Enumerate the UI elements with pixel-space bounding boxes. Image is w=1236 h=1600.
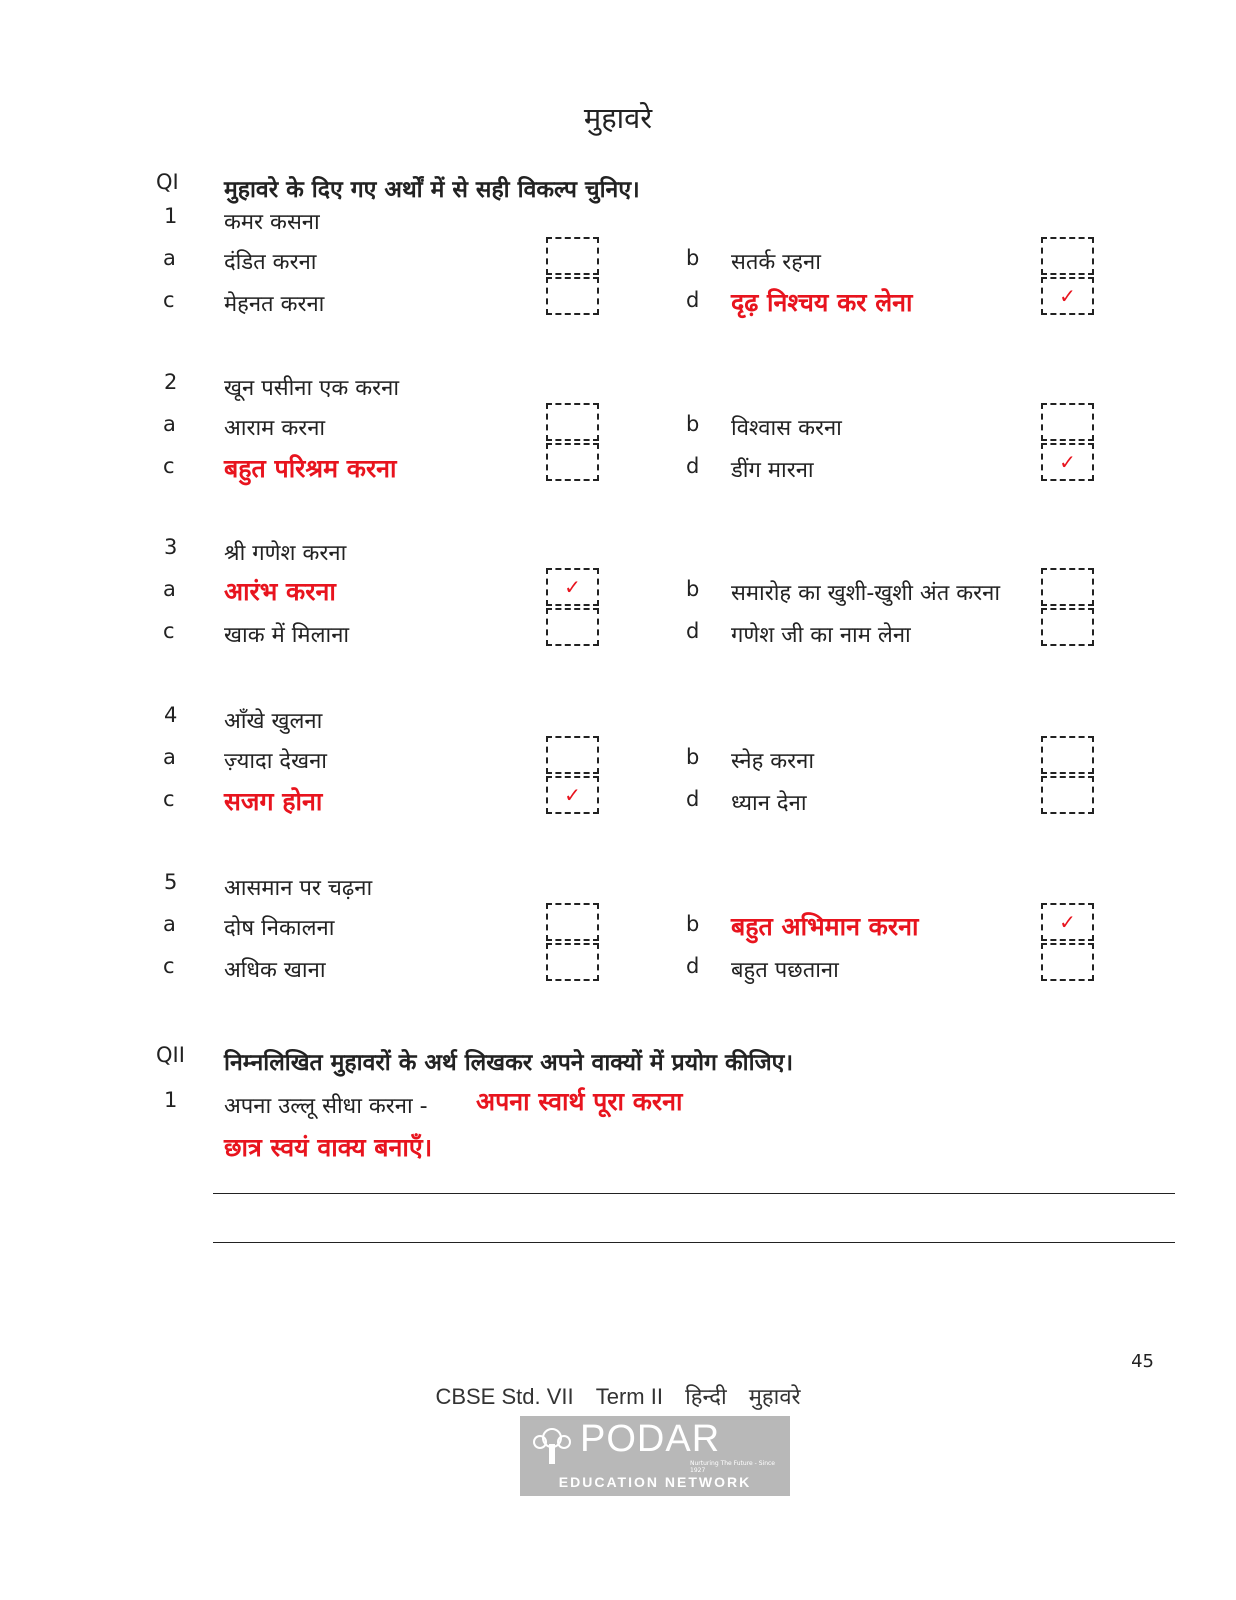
option-text: दोष निकालना [224,916,335,941]
option-text: ध्यान देना [731,791,807,816]
option-text: समारोह का खुशी-खुशी अंत करना [731,581,1001,606]
answer-checkbox [1041,277,1094,315]
answer-checkbox [1041,568,1094,606]
option-text: आरंभ करना [224,577,336,606]
answer-checkbox [546,403,599,441]
answer-checkbox [1041,443,1094,481]
answer-checkbox [1041,943,1094,981]
option-letter: b [686,412,700,436]
answer-checkbox [546,568,599,606]
option-letter: d [686,288,700,312]
answer-checkbox [546,736,599,774]
idiom-text: खून पसीना एक करना [224,376,400,401]
logo-name: PODAR [580,1418,721,1460]
idiom-text: श्री गणेश करना [224,541,347,566]
option-text: दृढ़ निश्चय कर लेना [731,288,913,317]
option-letter: d [686,619,700,643]
option-text: सतर्क रहना [731,250,821,275]
idiom-text: कमर कसना [224,210,320,235]
option-letter: c [163,454,175,478]
answer-checkbox [546,277,599,315]
answer-checkbox [546,443,599,481]
item-number: 1 [164,204,178,228]
option-letter: b [686,246,700,270]
item-number: 2 [164,370,178,394]
footer-board: CBSE Std. VII [435,1384,574,1409]
option-letter: d [686,787,700,811]
option-text: मेहनत करना [224,292,325,317]
footer-topic: मुहावरे [748,1384,801,1409]
option-text: डींग मारना [731,458,814,483]
check-mark-icon: ✓ [564,783,581,807]
question-2-item-number: 1 [164,1088,178,1112]
option-letter: a [163,745,176,769]
option-text: विश्वास करना [731,416,842,441]
answer-line-1 [213,1193,1175,1194]
option-letter: b [686,912,700,936]
option-letter: b [686,577,700,601]
answer-checkbox [1041,736,1094,774]
tree-icon [530,1426,574,1464]
answer-checkbox [1041,608,1094,646]
podar-logo [520,1416,790,1496]
question-2-label: QII [156,1043,185,1067]
option-text: अधिक खाना [224,958,326,983]
option-letter: a [163,246,176,270]
idiom-text: आँखे खुलना [224,709,323,734]
answer-checkbox [546,903,599,941]
question-1-label: QI [156,170,179,194]
option-letter: c [163,619,175,643]
answer-checkbox [546,608,599,646]
option-letter: c [163,954,175,978]
page-number: 45 [1131,1351,1154,1372]
logo-network: EDUCATION NETWORK [558,1474,752,1490]
answer-checkbox [1041,403,1094,441]
question-1-instruction: मुहावरे के दिए गए अर्थों में से सही विकल्प चुनिए। [224,177,640,203]
option-text: सजग होना [224,787,323,816]
option-text: ज़्यादा देखना [224,749,328,774]
option-letter: a [163,577,176,601]
answer-checkbox [1041,776,1094,814]
option-letter: c [163,288,175,312]
footer-term: Term II [595,1384,663,1409]
option-text: खाक में मिलाना [224,623,350,648]
question-2-note: छात्र स्वयं वाक्य बनाएँ। [224,1133,433,1162]
item-number: 4 [164,703,178,727]
check-mark-icon: ✓ [1059,284,1076,308]
option-text: बहुत अभिमान करना [731,912,919,941]
footer [0,1381,1236,1411]
answer-checkbox [1041,903,1094,941]
option-letter: d [686,454,700,478]
check-mark-icon: ✓ [564,575,581,599]
option-text: आराम करना [224,416,326,441]
idiom-text: आसमान पर चढ़ना [224,876,373,901]
question-2-meaning: अपना स्वार्थ पूरा करना [476,1087,683,1116]
check-mark-icon: ✓ [1059,450,1076,474]
option-letter: a [163,412,176,436]
logo-tagline: Nurturing The Future - Since 1927 [690,1460,775,1474]
option-letter: b [686,745,700,769]
answer-line-2 [213,1242,1175,1243]
option-letter: c [163,787,175,811]
answer-checkbox [546,237,599,275]
option-text: दंडित करना [224,250,317,275]
page-title: मुहावरे [583,101,653,135]
option-letter: a [163,912,176,936]
question-2-instruction: निम्नलिखित मुहावरों के अर्थ लिखकर अपने वाक्यों में प्रयोग कीजिए। [224,1050,794,1076]
answer-checkbox [546,943,599,981]
item-number: 5 [164,870,178,894]
answer-checkbox [546,776,599,814]
option-text: बहुत परिश्रम करना [224,454,397,483]
item-number: 3 [164,535,178,559]
answer-checkbox [1041,237,1094,275]
option-letter: d [686,954,700,978]
question-2-idiom: अपना उल्लू सीधा करना - [224,1094,428,1119]
check-mark-icon: ✓ [1059,910,1076,934]
footer-subject: हिन्दी [685,1384,727,1409]
option-text: बहुत पछताना [731,958,839,983]
option-text: गणेश जी का नाम लेना [731,623,911,648]
option-text: स्नेह करना [731,749,815,774]
